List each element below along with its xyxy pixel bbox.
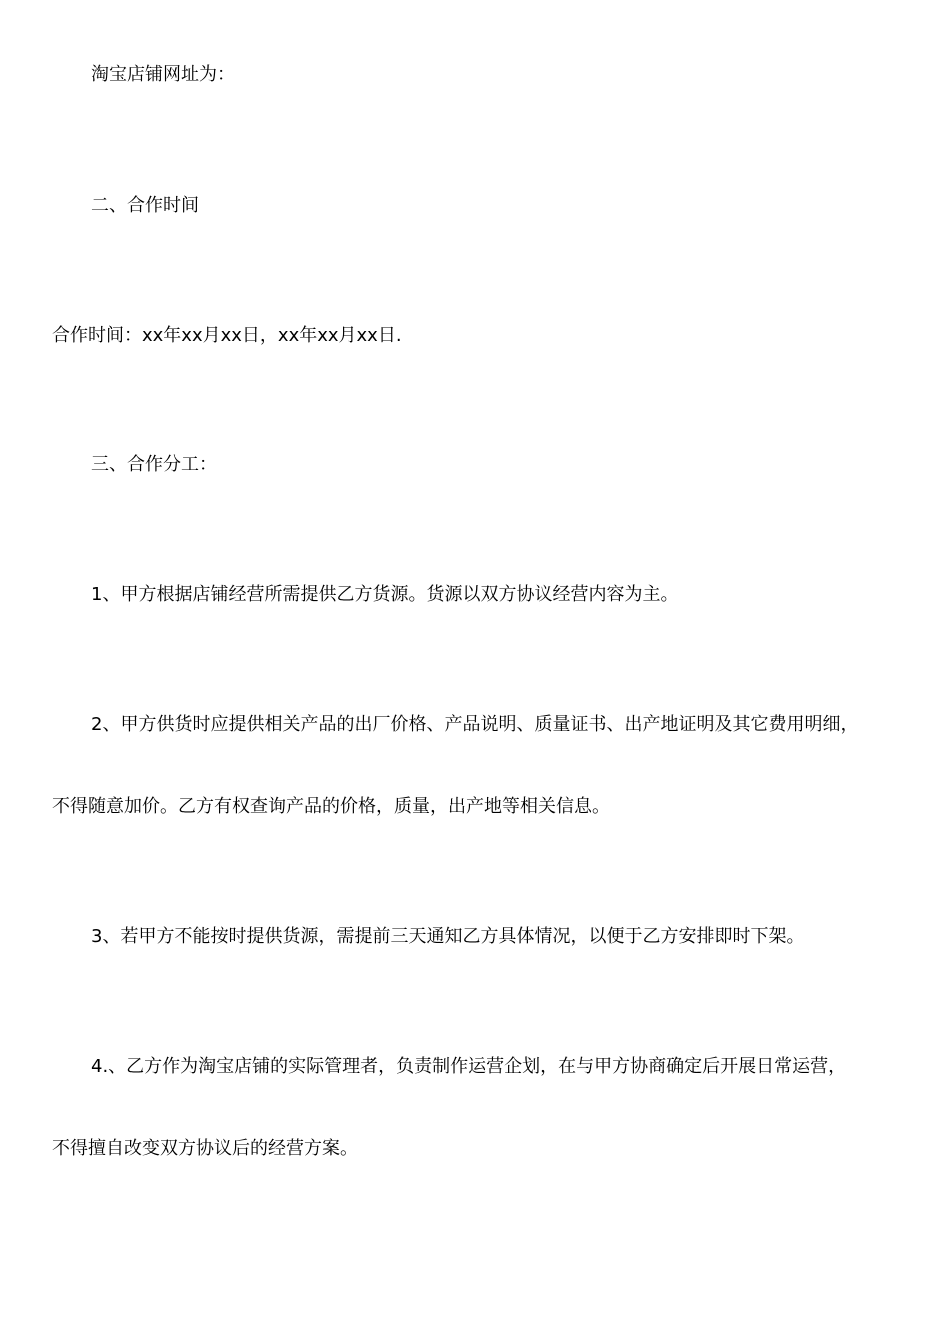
clause-4-line-2: 不得擅自改变双方协议后的经营方案。 xyxy=(52,1138,358,1159)
section-heading-cooperation-time: 二、合作时间 xyxy=(91,195,199,216)
section-heading-division-of-work: 三、合作分工： xyxy=(91,454,217,475)
clause-4-line-1: 4.、乙方作为淘宝店铺的实际管理者，负责制作运营企划，在与甲方协商确定后开展日常运营， xyxy=(91,1056,847,1077)
clause-2-line-2: 不得随意加价。乙方有权查询产品的价格，质量，出产地等相关信息。 xyxy=(52,796,610,817)
cooperation-time-line: 合作时间：xx年xx月xx日，xx年xx月xx日. xyxy=(52,325,402,346)
shop-url-line: 淘宝店铺网址为： xyxy=(91,64,235,85)
clause-3: 3、若甲方不能按时提供货源，需提前三天通知乙方具体情况，以便于乙方安排即时下架。 xyxy=(91,926,805,947)
clause-2-line-1: 2、甲方供货时应提供相关产品的出厂价格、产品说明、质量证书、出产地证明及其它费用明细， xyxy=(91,714,859,735)
clause-1: 1、甲方根据店铺经营所需提供乙方货源。货源以双方协议经营内容为主。 xyxy=(91,584,679,605)
